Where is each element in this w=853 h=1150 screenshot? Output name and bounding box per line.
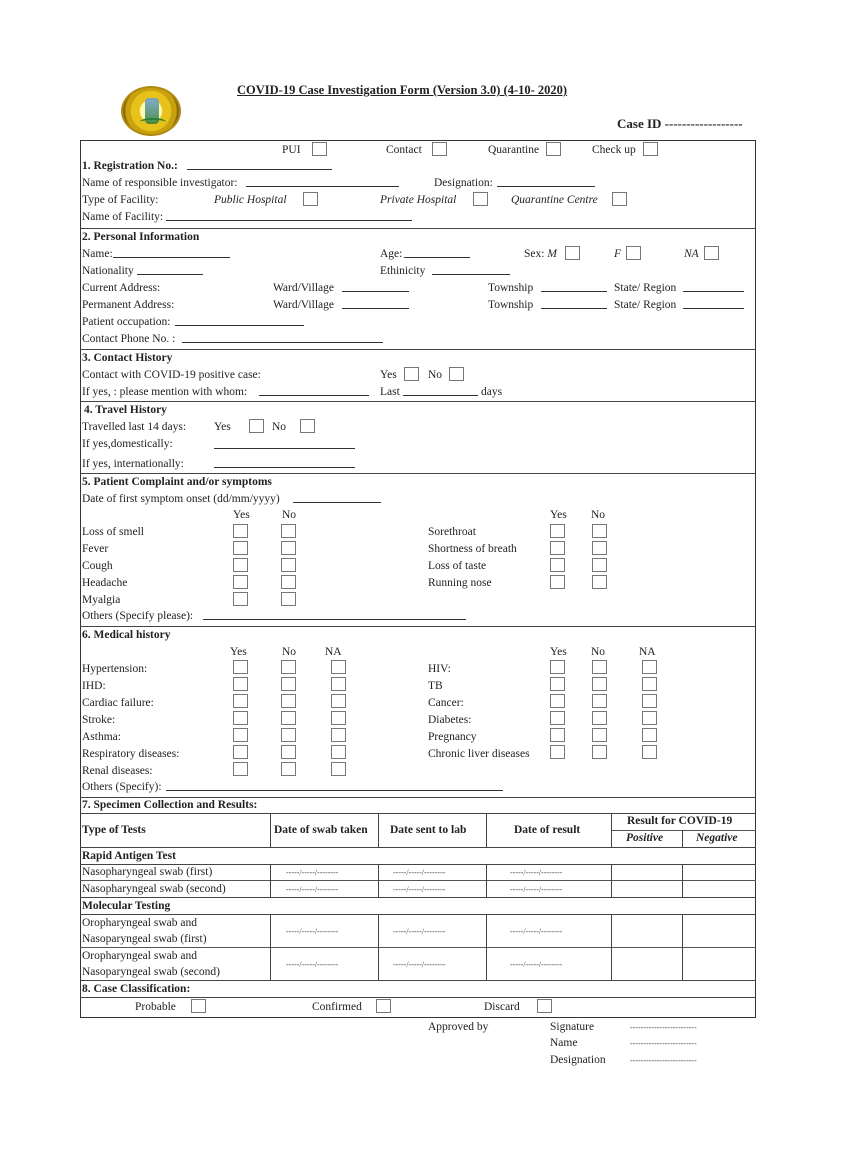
symptom-label: Running nose [428,577,492,589]
category-pui-checkbox[interactable] [312,142,327,156]
contact-whom-label: If yes, : please mention with whom: [82,386,248,398]
probable-checkbox[interactable] [191,999,206,1013]
phone-field[interactable] [182,334,383,343]
occupation-label: Patient occupation: [82,316,171,328]
symptom-yes-header-right: Yes [550,509,567,521]
col-positive: Positive [626,832,664,844]
divider [378,914,379,980]
permanent-address-label: Permanent Address: [82,299,175,311]
symptom-label: Cough [82,560,113,572]
shortness-of-breath-no-checkbox[interactable] [592,541,607,555]
divider [80,228,756,229]
investigator-label: Name of responsible investigator: [82,177,238,189]
hiv-yes-checkbox[interactable] [550,660,565,674]
divider [80,947,756,948]
tb-na-checkbox[interactable] [642,677,657,691]
symptom-label: Shortness of breath [428,543,517,555]
history-yes-header: Yes [230,646,247,658]
rings-icon [140,118,166,126]
result-date-field[interactable]: -----/-----/-------- [510,885,563,894]
tb-yes-checkbox[interactable] [550,677,565,691]
facility-name-label: Name of Facility: [82,211,164,223]
approver-designation-label: Designation [550,1054,606,1066]
condition-label: Diabetes: [428,714,472,726]
symptom-label: Fever [82,543,109,555]
name-field[interactable] [113,249,230,258]
divider [270,864,271,897]
swab-date-field[interactable]: -----/-----/-------- [286,927,339,936]
domestic-field[interactable] [214,440,355,449]
ministry-seal-logo [121,86,181,136]
days-label: days [481,386,503,398]
col-negative: Negative [696,832,738,844]
myalgia-no-checkbox[interactable] [281,592,296,606]
history-others-field[interactable] [166,782,503,791]
onset-label: Date of first symptom onset (dd/mm/yyyy) [82,493,280,505]
hiv-no-checkbox[interactable] [592,660,607,674]
name-label: Name: [82,248,113,260]
contact-positive-label: Contact with COVID-19 positive case: [82,369,261,381]
fever-yes-checkbox[interactable] [233,541,248,555]
divider [682,830,683,847]
stroke-na-checkbox[interactable] [331,711,346,725]
onset-date-field[interactable] [293,494,381,503]
fever-no-checkbox[interactable] [281,541,296,555]
headache-yes-checkbox[interactable] [233,575,248,589]
permanent-township-label: Township [488,299,534,311]
divider [378,864,379,897]
symptom-others-field[interactable] [203,611,466,620]
approver-designation-field[interactable]: ------------------------- [630,1056,697,1065]
sent-date-field[interactable]: -----/-----/-------- [393,960,446,969]
respiratory-na-checkbox[interactable] [331,745,346,759]
permanent-ward-label: Ward/Village [273,299,334,311]
domestic-label: If yes,domestically: [82,438,173,450]
sex-f-label: F [614,248,622,260]
symptom-no-header-right: No [591,509,606,521]
history-yes-header-right: Yes [550,646,567,658]
case-id [617,117,743,130]
symptom-label: Headache [82,577,128,589]
sex-f-checkbox[interactable] [626,246,641,260]
liver-na-checkbox[interactable] [642,745,657,759]
cancer-yes-checkbox[interactable] [550,694,565,708]
running-nose-yes-checkbox[interactable] [550,575,565,589]
condition-label: Renal diseases: [82,765,153,777]
current-ward-label: Ward/Village [273,282,334,294]
permanent-ward-field[interactable] [342,300,409,309]
contact-whom-field[interactable] [259,387,369,396]
symptom-others-label: Others (Specify please): [82,610,194,622]
case-id-label: Case ID [617,116,662,131]
last-days-field[interactable] [403,387,478,396]
condition-label: HIV: [428,663,451,675]
condition-label: IHD: [82,680,106,692]
divider [80,914,756,915]
hypertension-yes-checkbox[interactable] [233,660,248,674]
approved-by-label: Approved by [428,1021,489,1033]
quarantine-centre-checkbox[interactable] [612,192,627,206]
col-type-of-tests: Type of Tests [82,824,146,836]
liver-yes-checkbox[interactable] [550,745,565,759]
test-name: Oropharyngeal swab and [82,950,197,962]
approver-name-field[interactable]: ------------------------- [630,1039,697,1048]
cough-no-checkbox[interactable] [281,558,296,572]
divider [80,897,756,898]
cancer-no-checkbox[interactable] [592,694,607,708]
divider [378,813,379,847]
nationality-label: Nationality [82,265,134,277]
divider [611,864,612,897]
section7-title: 7. Specimen Collection and Results: [82,799,258,811]
symptom-label: Myalgia [82,594,121,606]
divider [486,813,487,847]
divider [682,864,683,897]
running-nose-no-checkbox[interactable] [592,575,607,589]
cancer-na-checkbox[interactable] [642,694,657,708]
current-township-field[interactable] [541,283,607,292]
history-no-header-right: No [591,646,606,658]
age-field[interactable] [404,249,470,258]
loss-of-smell-no-checkbox[interactable] [281,524,296,538]
test-name: Oropharyngeal swab and [82,917,197,929]
hypertension-na-checkbox[interactable] [331,660,346,674]
liver-no-checkbox[interactable] [592,745,607,759]
category-contact-checkbox[interactable] [432,142,447,156]
condition-label: Chronic liver diseases [428,748,530,760]
contact-yes-label: Yes [380,369,397,381]
discard-checkbox[interactable] [537,999,552,1013]
cardiac-failure-yes-checkbox[interactable] [233,694,248,708]
condition-label: Cancer: [428,697,464,709]
condition-label: TB [428,680,443,692]
approver-name-label: Name [550,1037,578,1049]
cardiac-failure-na-checkbox[interactable] [331,694,346,708]
symptom-no-header: No [282,509,297,521]
cough-yes-checkbox[interactable] [233,558,248,572]
category-contact-label: Contact [386,144,422,156]
sorethroat-no-checkbox[interactable] [592,524,607,538]
divider [80,847,756,848]
asthma-yes-checkbox[interactable] [233,728,248,742]
quarantine-centre-label: Quarantine Centre [511,194,598,206]
ihd-no-checkbox[interactable] [281,677,296,691]
discard-label: Discard [484,1001,520,1013]
swab-date-field[interactable]: -----/-----/-------- [286,885,339,894]
asthma-na-checkbox[interactable] [331,728,346,742]
condition-label: Pregnancy [428,731,477,743]
signature-field[interactable]: ------------------------- [630,1023,697,1032]
divider [80,797,756,798]
group-molecular: Molecular Testing [82,900,171,912]
symptom-label: Sorethroat [428,526,476,538]
ihd-na-checkbox[interactable] [331,677,346,691]
headache-no-checkbox[interactable] [281,575,296,589]
respiratory-no-checkbox[interactable] [281,745,296,759]
section6-title: 6. Medical history [82,629,171,641]
contact-yes-checkbox[interactable] [404,367,419,381]
history-na-header-right: NA [639,646,656,658]
pregnancy-yes-checkbox[interactable] [550,728,565,742]
stroke-no-checkbox[interactable] [281,711,296,725]
registration-no-field[interactable] [187,161,332,170]
contact-no-label: No [428,369,443,381]
sex-na-checkbox[interactable] [704,246,719,260]
travelled-yes-label: Yes [214,421,231,433]
divider [611,830,756,831]
sent-date-field[interactable]: -----/-----/-------- [393,868,446,877]
diabetes-yes-checkbox[interactable] [550,711,565,725]
form-title: COVID-19 Case Investigation Form (Version 3.0) (4-10- 2020) [237,83,568,97]
private-hospital-label: Private Hospital [380,194,457,206]
public-hospital-checkbox[interactable] [303,192,318,206]
probable-label: Probable [135,1001,176,1013]
test-name: Nasoparyngeal swab (second) [82,966,220,978]
private-hospital-checkbox[interactable] [473,192,488,206]
sent-date-field[interactable]: -----/-----/-------- [393,885,446,894]
test-name: Nasoparyngeal swab (first) [82,933,207,945]
condition-label: Hypertension: [82,663,148,675]
symptom-yes-header: Yes [233,509,250,521]
symptom-label: Loss of taste [428,560,487,572]
divider [80,401,756,402]
divider [80,813,756,814]
tb-no-checkbox[interactable] [592,677,607,691]
category-pui-label: PUI [282,144,301,156]
confirmed-checkbox[interactable] [376,999,391,1013]
condition-label: Stroke: [82,714,116,726]
condition-label: Respiratory diseases: [82,748,180,760]
result-date-field[interactable]: -----/-----/-------- [510,960,563,969]
category-checkup-checkbox[interactable] [643,142,658,156]
contact-no-checkbox[interactable] [449,367,464,381]
travelled-label: Travelled last 14 days: [82,421,187,433]
col-date-sent: Date sent to lab [390,824,467,836]
pregnancy-na-checkbox[interactable] [642,728,657,742]
sex-na-label: NA [684,248,699,260]
diabetes-no-checkbox[interactable] [592,711,607,725]
diabetes-na-checkbox[interactable] [642,711,657,725]
test-name: Nasopharyngeal swab (first) [82,866,213,878]
history-na-header: NA [325,646,342,658]
travelled-no-label: No [272,421,287,433]
age-label: Age: [380,248,403,260]
divider [270,813,271,847]
pregnancy-no-checkbox[interactable] [592,728,607,742]
international-label: If yes, internationally: [82,458,184,470]
divider [486,914,487,980]
travelled-no-checkbox[interactable] [300,419,315,433]
divider [80,349,756,350]
divider [80,864,756,865]
section3-title: 3. Contact History [82,352,173,364]
international-field[interactable] [214,459,355,468]
section1-title: 1. Registration No.: [82,160,178,172]
current-state-field[interactable] [683,283,744,292]
col-result: Result for COVID-19 [627,815,733,827]
condition-label: Cardiac failure: [82,697,154,709]
divider [611,813,612,847]
renal-no-checkbox[interactable] [281,762,296,776]
result-date-field[interactable]: -----/-----/-------- [510,868,563,877]
designation-label: Designation: [434,177,493,189]
group-rapid-antigen: Rapid Antigen Test [82,850,176,862]
signature-label: Signature [550,1021,595,1033]
travelled-yes-checkbox[interactable] [249,419,264,433]
ihd-yes-checkbox[interactable] [233,677,248,691]
swab-date-field[interactable]: -----/-----/-------- [286,960,339,969]
result-date-field[interactable]: -----/-----/-------- [510,927,563,936]
asthma-no-checkbox[interactable] [281,728,296,742]
renal-yes-checkbox[interactable] [233,762,248,776]
case-id-field[interactable]: ------------------ [664,116,743,131]
section5-title: 5. Patient Complaint and/or symptoms [82,476,272,488]
nationality-field[interactable] [137,266,203,275]
loss-of-taste-no-checkbox[interactable] [592,558,607,572]
public-hospital-label: Public Hospital [214,194,287,206]
divider [80,980,756,981]
facility-type-label: Type of Facility: [82,194,159,206]
sent-date-field[interactable]: -----/-----/-------- [393,927,446,936]
divider [611,914,612,980]
category-checkup-label: Check up [592,144,636,156]
section4-title: 4. Travel History [84,404,167,416]
current-address-label: Current Address: [82,282,161,294]
current-state-label: State/ Region [614,282,677,294]
permanent-state-label: State/ Region [614,299,677,311]
ethnicity-label: Ethinicity [380,265,426,277]
divider [80,473,756,474]
permanent-township-field[interactable] [541,300,607,309]
cardiac-failure-no-checkbox[interactable] [281,694,296,708]
facility-name-field[interactable] [166,212,412,221]
designation-field[interactable] [497,178,595,187]
current-township-label: Township [488,282,534,294]
section2-title: 2. Personal Information [82,231,200,243]
phone-label: Contact Phone No. : [82,333,176,345]
shortness-of-breath-yes-checkbox[interactable] [550,541,565,555]
swab-date-field[interactable]: -----/-----/-------- [286,868,339,877]
permanent-state-field[interactable] [683,300,744,309]
loss-of-smell-yes-checkbox[interactable] [233,524,248,538]
divider [682,914,683,980]
divider [80,880,756,881]
test-name: Nasopharyngeal swab (second) [82,883,226,895]
current-ward-field[interactable] [342,283,409,292]
divider [270,914,271,980]
history-no-header: No [282,646,297,658]
category-quarantine-label: Quarantine [488,144,540,156]
ethnicity-field[interactable] [432,266,510,275]
symptom-label: Loss of smell [82,526,144,538]
stroke-yes-checkbox[interactable] [233,711,248,725]
occupation-field[interactable] [175,317,304,326]
divider [486,864,487,897]
history-others-label: Others (Specify): [82,781,162,793]
confirmed-label: Confirmed [312,1001,362,1013]
investigator-field[interactable] [246,178,399,187]
divider [80,626,756,627]
sex-m-checkbox[interactable] [565,246,580,260]
sex-label: Sex: M [524,248,557,260]
category-quarantine-checkbox[interactable] [546,142,561,156]
myalgia-yes-checkbox[interactable] [233,592,248,606]
renal-na-checkbox[interactable] [331,762,346,776]
last-label: Last [380,386,400,398]
divider [80,997,756,998]
hiv-na-checkbox[interactable] [642,660,657,674]
loss-of-taste-yes-checkbox[interactable] [550,558,565,572]
condition-label: Asthma: [82,731,121,743]
hypertension-no-checkbox[interactable] [281,660,296,674]
sorethroat-yes-checkbox[interactable] [550,524,565,538]
col-date-result: Date of result [514,824,581,836]
col-date-swab: Date of swab taken [274,824,368,836]
respiratory-yes-checkbox[interactable] [233,745,248,759]
section8-title: 8. Case Classification: [82,983,191,995]
